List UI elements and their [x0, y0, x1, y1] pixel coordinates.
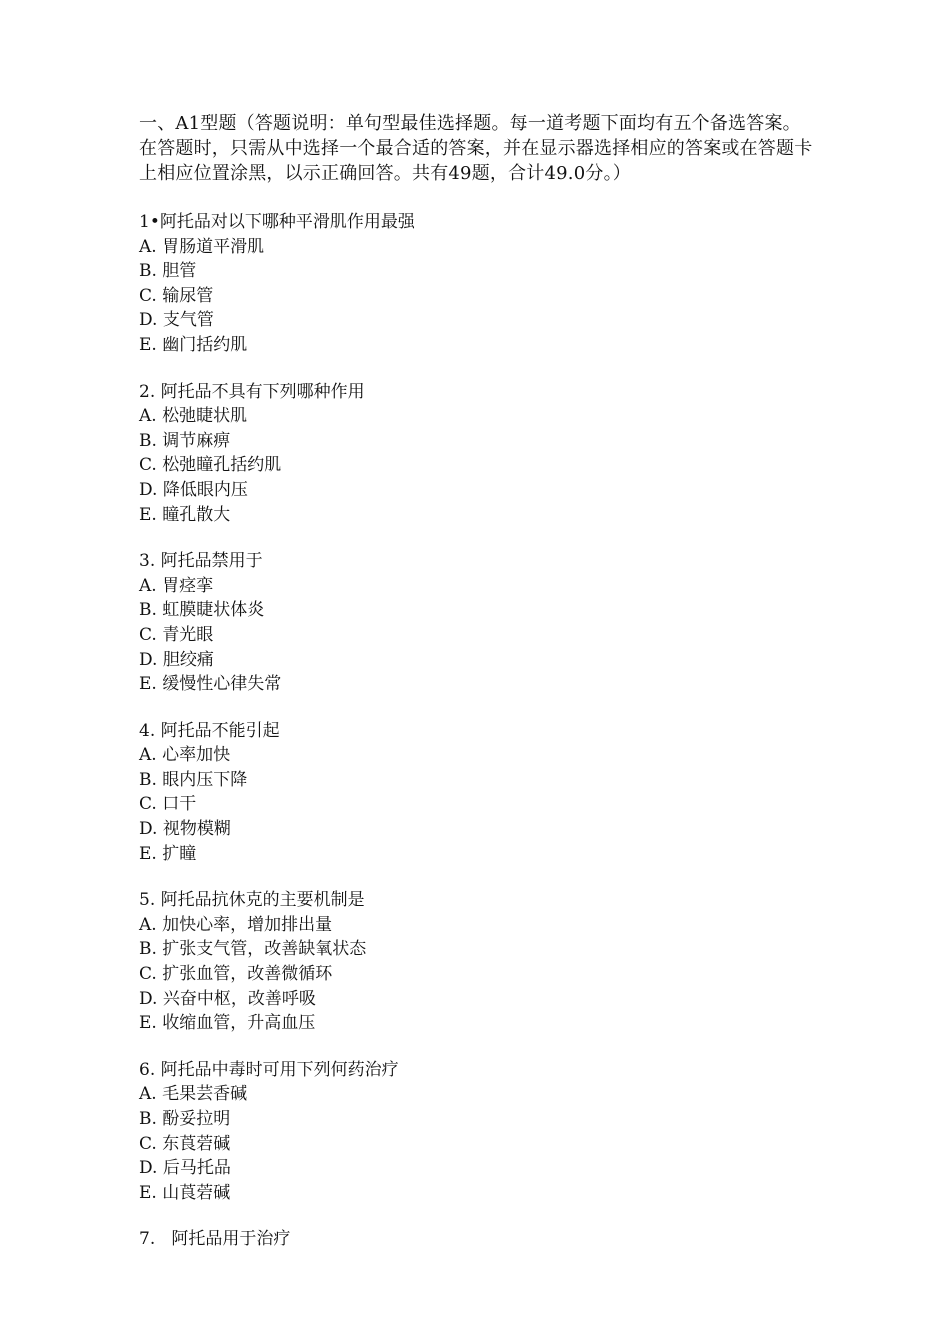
question-list: [139, 210, 819, 1252]
answer-option: B. 扩张支气管，改善缺氧状态: [139, 939, 367, 960]
answer-option: E. 扩瞳: [139, 843, 197, 864]
answer-option: B. 虹膜睫状体炎: [139, 600, 265, 621]
answer-option: C. 青光眼: [139, 624, 214, 645]
question-text: 7. 阿托品用于治疗: [139, 1229, 291, 1250]
answer-option: C. 扩张血管，改善微循环: [139, 964, 333, 985]
answer-option: E. 缓慢性心律失常: [139, 674, 282, 695]
question-text: 3. 阿托品禁用于: [139, 551, 263, 572]
answer-option: B. 调节麻痹: [139, 430, 231, 451]
answer-option: D. 兴奋中枢，改善呼吸: [139, 988, 316, 1009]
question-text: 5. 阿托品抗休克的主要机制是: [139, 890, 365, 911]
question-6: [139, 1058, 819, 1206]
answer-option: A. 毛果芸香碱: [139, 1084, 248, 1105]
question-7: [139, 1227, 819, 1252]
answer-option: E. 收缩血管，升高血压: [139, 1013, 316, 1034]
answer-option: D. 支气管: [139, 310, 214, 331]
answer-option: D. 后马托品: [139, 1158, 231, 1179]
answer-option: C. 松弛瞳孔括约肌: [139, 455, 282, 476]
answer-option: B. 胆管: [139, 261, 197, 282]
question-text: 2. 阿托品不具有下列哪种作用: [139, 381, 365, 402]
answer-option: A. 胃痉挛: [139, 575, 214, 596]
answer-option: E. 山莨菪碱: [139, 1182, 231, 1203]
answer-option: B. 眼内压下降: [139, 769, 248, 790]
answer-option: A. 心率加快: [139, 745, 231, 766]
answer-option: C. 口干: [139, 794, 197, 815]
answer-option: A. 胃肠道平滑肌: [139, 236, 265, 257]
question-4: [139, 719, 819, 867]
answer-option: D. 视物模糊: [139, 819, 231, 840]
answer-option: B. 酚妥拉明: [139, 1109, 231, 1129]
answer-option: D. 胆绞痛: [139, 649, 214, 670]
question-5: [139, 888, 819, 1036]
document-page: [139, 111, 819, 1252]
question-text: 4. 阿托品不能引起: [139, 720, 280, 741]
answer-option: C. 东莨菪碱: [139, 1133, 231, 1154]
question-3: [139, 549, 819, 697]
section-intro: 一、A1型题（答题说明：单句型最佳选择题。每一道考题下面均有五个备选答案。在答题时，只需从中选择一个最合适的答案，并在显示器选择相应的答案或在答题卡上相应位置涂黑，以示正确回答。共有49题，合计49.0分。）: [139, 113, 813, 184]
answer-option: C. 输尿管: [139, 285, 214, 306]
answer-option: A. 松弛睫状肌: [139, 406, 248, 427]
question-2: [139, 380, 819, 528]
question-1: [139, 210, 819, 358]
answer-option: E. 瞳孔散大: [139, 504, 231, 525]
answer-option: E. 幽门括约肌: [139, 334, 248, 355]
question-text: 6. 阿托品中毒时可用下列何药治疗: [139, 1059, 399, 1080]
answer-option: D. 降低眼内压: [139, 479, 248, 500]
question-text: 1•阿托品对以下哪种平滑肌作用最强: [139, 212, 415, 232]
answer-option: A. 加快心率，增加排出量: [139, 914, 333, 935]
